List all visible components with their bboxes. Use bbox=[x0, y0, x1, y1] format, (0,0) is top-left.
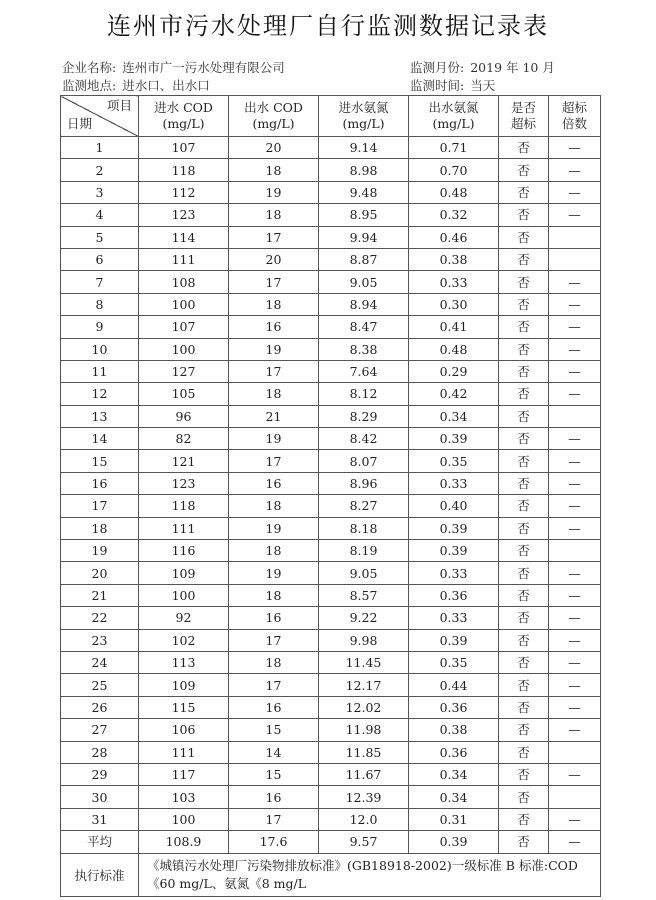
exceed-multiple-cell: — bbox=[549, 159, 601, 181]
effluent-ammonia-cell: 0.36 bbox=[409, 741, 499, 763]
effluent-cod-cell: 19 bbox=[229, 562, 319, 584]
exceeded-cell: 否 bbox=[499, 540, 549, 562]
effluent-ammonia-cell: 0.35 bbox=[409, 651, 499, 673]
effluent-ammonia-cell: 0.39 bbox=[409, 428, 499, 450]
effluent-ammonia-cell: 0.33 bbox=[409, 607, 499, 629]
exceed-multiple-cell: — bbox=[549, 360, 601, 382]
date-cell: 23 bbox=[61, 629, 139, 651]
table-row bbox=[61, 651, 601, 673]
date-cell: 10 bbox=[61, 338, 139, 360]
exceeded-cell: 否 bbox=[499, 226, 549, 248]
header-exceed-multiple bbox=[549, 96, 601, 137]
date-cell: 26 bbox=[61, 696, 139, 718]
influent-cod-cell: 100 bbox=[139, 338, 229, 360]
exceed-multiple-cell: — bbox=[549, 204, 601, 226]
table-row bbox=[61, 517, 601, 539]
date-cell: 1 bbox=[61, 137, 139, 159]
influent-cod-cell: 108.9 bbox=[139, 831, 229, 853]
header-line: 超标 bbox=[510, 116, 536, 131]
effluent-cod-cell: 16 bbox=[229, 316, 319, 338]
header-line: 进水氨氮 bbox=[338, 100, 389, 115]
exceeded-cell: 否 bbox=[499, 159, 549, 181]
date-cell: 15 bbox=[61, 450, 139, 472]
table-row bbox=[61, 495, 601, 517]
effluent-ammonia-cell: 0.30 bbox=[409, 293, 499, 315]
table-row bbox=[61, 696, 601, 718]
influent-ammonia-cell: 8.96 bbox=[319, 472, 409, 494]
header-influent-ammonia bbox=[319, 96, 409, 137]
influent-cod-cell: 105 bbox=[139, 383, 229, 405]
table-row bbox=[61, 674, 601, 696]
table-row bbox=[61, 181, 601, 203]
date-cell: 28 bbox=[61, 741, 139, 763]
exceeded-cell: 否 bbox=[499, 316, 549, 338]
date-cell: 20 bbox=[61, 562, 139, 584]
effluent-cod-cell: 17 bbox=[229, 360, 319, 382]
exceed-multiple-cell: — bbox=[549, 629, 601, 651]
effluent-cod-cell: 19 bbox=[229, 517, 319, 539]
date-cell: 平均 bbox=[61, 831, 139, 853]
monitoring-table bbox=[60, 95, 601, 897]
exceed-multiple-cell: — bbox=[549, 495, 601, 517]
header-exceeded bbox=[499, 96, 549, 137]
exceed-multiple-cell: — bbox=[549, 271, 601, 293]
effluent-ammonia-cell: 0.71 bbox=[409, 137, 499, 159]
effluent-ammonia-cell: 0.29 bbox=[409, 360, 499, 382]
table-row bbox=[61, 360, 601, 382]
effluent-cod-cell: 19 bbox=[229, 338, 319, 360]
effluent-cod-cell: 14 bbox=[229, 741, 319, 763]
average-row bbox=[61, 831, 601, 853]
time-value: 当天 bbox=[470, 78, 496, 93]
time-label: 监测时间: bbox=[410, 78, 465, 93]
date-cell: 29 bbox=[61, 763, 139, 785]
influent-ammonia-cell: 12.02 bbox=[319, 696, 409, 718]
date-cell: 6 bbox=[61, 248, 139, 270]
date-cell: 7 bbox=[61, 271, 139, 293]
influent-ammonia-cell: 9.98 bbox=[319, 629, 409, 651]
influent-cod-cell: 116 bbox=[139, 540, 229, 562]
table-row bbox=[61, 204, 601, 226]
exceed-multiple-cell: — bbox=[549, 651, 601, 673]
effluent-ammonia-cell: 0.39 bbox=[409, 517, 499, 539]
exceeded-cell: 否 bbox=[499, 338, 549, 360]
date-cell: 11 bbox=[61, 360, 139, 382]
exceeded-cell: 否 bbox=[499, 495, 549, 517]
time-info bbox=[410, 76, 495, 94]
influent-ammonia-cell: 8.47 bbox=[319, 316, 409, 338]
table-row bbox=[61, 540, 601, 562]
exceed-multiple-cell: — bbox=[549, 338, 601, 360]
exceed-multiple-cell: — bbox=[549, 428, 601, 450]
influent-cod-cell: 107 bbox=[139, 316, 229, 338]
table-row bbox=[61, 316, 601, 338]
standard-label: 执行标准 bbox=[61, 853, 139, 896]
date-cell: 16 bbox=[61, 472, 139, 494]
header-effluent-cod bbox=[229, 96, 319, 137]
header-row bbox=[61, 96, 601, 137]
table-body bbox=[61, 137, 601, 854]
corner-date-label: 日期 bbox=[67, 116, 93, 131]
effluent-cod-cell: 18 bbox=[229, 495, 319, 517]
page-title: 连州市污水处理厂自行监测数据记录表 bbox=[107, 12, 549, 40]
company-label: 企业名称: bbox=[62, 60, 117, 75]
influent-ammonia-cell: 9.48 bbox=[319, 181, 409, 203]
effluent-ammonia-cell: 0.34 bbox=[409, 405, 499, 427]
influent-cod-cell: 114 bbox=[139, 226, 229, 248]
influent-ammonia-cell: 8.27 bbox=[319, 495, 409, 517]
company-value: 连州市广一污水处理有限公司 bbox=[122, 60, 285, 75]
exceeded-cell: 否 bbox=[499, 517, 549, 539]
exceeded-cell: 否 bbox=[499, 629, 549, 651]
effluent-ammonia-cell: 0.34 bbox=[409, 786, 499, 808]
date-cell: 18 bbox=[61, 517, 139, 539]
effluent-ammonia-cell: 0.42 bbox=[409, 383, 499, 405]
effluent-ammonia-cell: 0.40 bbox=[409, 495, 499, 517]
effluent-ammonia-cell: 0.33 bbox=[409, 472, 499, 494]
effluent-ammonia-cell: 0.44 bbox=[409, 674, 499, 696]
date-cell: 27 bbox=[61, 719, 139, 741]
influent-cod-cell: 82 bbox=[139, 428, 229, 450]
standard-text: 《城镇污水处理厂污染物排放标准》(GB18918-2002)一级标准 B 标准:COD《60 mg/L、氨氮《8 mg/L bbox=[139, 853, 601, 896]
influent-cod-cell: 106 bbox=[139, 719, 229, 741]
table-row bbox=[61, 226, 601, 248]
table-row bbox=[61, 607, 601, 629]
table-row bbox=[61, 271, 601, 293]
corner-header-cell bbox=[61, 96, 139, 137]
date-cell: 13 bbox=[61, 405, 139, 427]
effluent-ammonia-cell: 0.48 bbox=[409, 181, 499, 203]
header-line: 出水氨氮 bbox=[428, 100, 479, 115]
exceed-multiple-cell bbox=[549, 786, 601, 808]
exceeded-cell: 否 bbox=[499, 360, 549, 382]
exceed-multiple-cell bbox=[549, 226, 601, 248]
effluent-ammonia-cell: 0.34 bbox=[409, 763, 499, 785]
influent-ammonia-cell: 8.18 bbox=[319, 517, 409, 539]
effluent-cod-cell: 18 bbox=[229, 383, 319, 405]
effluent-ammonia-cell: 0.32 bbox=[409, 204, 499, 226]
date-cell: 4 bbox=[61, 204, 139, 226]
influent-cod-cell: 123 bbox=[139, 472, 229, 494]
influent-ammonia-cell: 11.85 bbox=[319, 741, 409, 763]
header-unit: (mg/L) bbox=[432, 116, 475, 131]
header-unit: (mg/L) bbox=[342, 116, 385, 131]
exceeded-cell: 否 bbox=[499, 584, 549, 606]
date-cell: 19 bbox=[61, 540, 139, 562]
influent-cod-cell: 109 bbox=[139, 562, 229, 584]
influent-ammonia-cell: 9.14 bbox=[319, 137, 409, 159]
exceed-multiple-cell: — bbox=[549, 808, 601, 830]
influent-cod-cell: 111 bbox=[139, 248, 229, 270]
exceeded-cell: 否 bbox=[499, 405, 549, 427]
exceeded-cell: 否 bbox=[499, 741, 549, 763]
effluent-ammonia-cell: 0.39 bbox=[409, 540, 499, 562]
month-value: 2019 年 10 月 bbox=[470, 60, 555, 75]
influent-cod-cell: 111 bbox=[139, 517, 229, 539]
exceed-multiple-cell bbox=[549, 540, 601, 562]
influent-cod-cell: 103 bbox=[139, 786, 229, 808]
influent-ammonia-cell: 9.94 bbox=[319, 226, 409, 248]
exceeded-cell: 否 bbox=[499, 831, 549, 853]
influent-ammonia-cell: 8.12 bbox=[319, 383, 409, 405]
influent-cod-cell: 100 bbox=[139, 584, 229, 606]
table-row bbox=[61, 405, 601, 427]
exceeded-cell: 否 bbox=[499, 763, 549, 785]
date-cell: 14 bbox=[61, 428, 139, 450]
effluent-cod-cell: 15 bbox=[229, 719, 319, 741]
date-cell: 22 bbox=[61, 607, 139, 629]
date-cell: 24 bbox=[61, 651, 139, 673]
exceed-multiple-cell: — bbox=[549, 584, 601, 606]
influent-ammonia-cell: 8.38 bbox=[319, 338, 409, 360]
influent-cod-cell: 100 bbox=[139, 293, 229, 315]
influent-cod-cell: 111 bbox=[139, 741, 229, 763]
location-label: 监测地点: bbox=[62, 78, 117, 93]
influent-ammonia-cell: 11.98 bbox=[319, 719, 409, 741]
influent-ammonia-cell: 8.98 bbox=[319, 159, 409, 181]
influent-ammonia-cell: 9.05 bbox=[319, 562, 409, 584]
effluent-cod-cell: 21 bbox=[229, 405, 319, 427]
header-line: 进水 COD bbox=[154, 100, 213, 115]
influent-ammonia-cell: 11.67 bbox=[319, 763, 409, 785]
header-line: 超标 bbox=[561, 100, 587, 115]
exceed-multiple-cell: — bbox=[549, 831, 601, 853]
influent-ammonia-cell: 8.07 bbox=[319, 450, 409, 472]
date-cell: 12 bbox=[61, 383, 139, 405]
influent-ammonia-cell: 9.22 bbox=[319, 607, 409, 629]
table-row bbox=[61, 629, 601, 651]
influent-ammonia-cell: 8.95 bbox=[319, 204, 409, 226]
influent-ammonia-cell: 8.29 bbox=[319, 405, 409, 427]
effluent-cod-cell: 17 bbox=[229, 271, 319, 293]
table-row bbox=[61, 719, 601, 741]
company-info bbox=[62, 58, 285, 76]
header-effluent-ammonia bbox=[409, 96, 499, 137]
exceeded-cell: 否 bbox=[499, 651, 549, 673]
effluent-cod-cell: 18 bbox=[229, 651, 319, 673]
effluent-ammonia-cell: 0.48 bbox=[409, 338, 499, 360]
table-row bbox=[61, 293, 601, 315]
exceed-multiple-cell: — bbox=[549, 607, 601, 629]
location-info bbox=[62, 76, 210, 94]
header-influent-cod bbox=[139, 96, 229, 137]
influent-cod-cell: 96 bbox=[139, 405, 229, 427]
table-row bbox=[61, 428, 601, 450]
table-row bbox=[61, 808, 601, 830]
header-unit: (mg/L) bbox=[162, 116, 205, 131]
influent-cod-cell: 115 bbox=[139, 696, 229, 718]
exceeded-cell: 否 bbox=[499, 696, 549, 718]
exceed-multiple-cell: — bbox=[549, 472, 601, 494]
date-cell: 21 bbox=[61, 584, 139, 606]
exceed-multiple-cell: — bbox=[549, 293, 601, 315]
month-label: 监测月份: bbox=[410, 60, 465, 75]
exceed-multiple-cell: — bbox=[549, 562, 601, 584]
influent-ammonia-cell: 12.17 bbox=[319, 674, 409, 696]
exceed-multiple-cell: — bbox=[549, 674, 601, 696]
exceed-multiple-cell: — bbox=[549, 719, 601, 741]
effluent-cod-cell: 18 bbox=[229, 159, 319, 181]
effluent-cod-cell: 19 bbox=[229, 181, 319, 203]
date-cell: 31 bbox=[61, 808, 139, 830]
influent-cod-cell: 118 bbox=[139, 495, 229, 517]
effluent-cod-cell: 16 bbox=[229, 472, 319, 494]
influent-ammonia-cell: 8.42 bbox=[319, 428, 409, 450]
table-row bbox=[61, 763, 601, 785]
standard-row bbox=[61, 853, 601, 896]
influent-ammonia-cell: 8.94 bbox=[319, 293, 409, 315]
exceeded-cell: 否 bbox=[499, 719, 549, 741]
exceeded-cell: 否 bbox=[499, 786, 549, 808]
effluent-cod-cell: 15 bbox=[229, 763, 319, 785]
effluent-ammonia-cell: 0.41 bbox=[409, 316, 499, 338]
header-line: 是否 bbox=[510, 100, 536, 115]
table-row bbox=[61, 584, 601, 606]
influent-cod-cell: 118 bbox=[139, 159, 229, 181]
influent-cod-cell: 108 bbox=[139, 271, 229, 293]
month-info bbox=[410, 58, 555, 76]
exceeded-cell: 否 bbox=[499, 181, 549, 203]
influent-ammonia-cell: 9.57 bbox=[319, 831, 409, 853]
influent-cod-cell: 100 bbox=[139, 808, 229, 830]
effluent-cod-cell: 17 bbox=[229, 629, 319, 651]
effluent-ammonia-cell: 0.38 bbox=[409, 248, 499, 270]
effluent-ammonia-cell: 0.33 bbox=[409, 271, 499, 293]
date-cell: 8 bbox=[61, 293, 139, 315]
exceeded-cell: 否 bbox=[499, 293, 549, 315]
corner-item-label: 项目 bbox=[106, 98, 132, 113]
table-row bbox=[61, 450, 601, 472]
exceed-multiple-cell: — bbox=[549, 137, 601, 159]
table-row bbox=[61, 137, 601, 159]
influent-ammonia-cell: 8.19 bbox=[319, 540, 409, 562]
header-unit: (mg/L) bbox=[252, 116, 295, 131]
exceeded-cell: 否 bbox=[499, 450, 549, 472]
exceeded-cell: 否 bbox=[499, 674, 549, 696]
effluent-ammonia-cell: 0.33 bbox=[409, 562, 499, 584]
exceed-multiple-cell: — bbox=[549, 517, 601, 539]
exceed-multiple-cell: — bbox=[549, 450, 601, 472]
effluent-cod-cell: 17 bbox=[229, 674, 319, 696]
influent-cod-cell: 121 bbox=[139, 450, 229, 472]
effluent-ammonia-cell: 0.36 bbox=[409, 584, 499, 606]
effluent-cod-cell: 18 bbox=[229, 293, 319, 315]
exceeded-cell: 否 bbox=[499, 271, 549, 293]
exceed-multiple-cell bbox=[549, 405, 601, 427]
date-cell: 17 bbox=[61, 495, 139, 517]
influent-ammonia-cell: 9.05 bbox=[319, 271, 409, 293]
exceed-multiple-cell bbox=[549, 741, 601, 763]
effluent-cod-cell: 20 bbox=[229, 248, 319, 270]
influent-cod-cell: 102 bbox=[139, 629, 229, 651]
exceed-multiple-cell: — bbox=[549, 383, 601, 405]
exceeded-cell: 否 bbox=[499, 428, 549, 450]
date-cell: 3 bbox=[61, 181, 139, 203]
location-value: 进水口、出水口 bbox=[122, 78, 210, 93]
date-cell: 2 bbox=[61, 159, 139, 181]
exceeded-cell: 否 bbox=[499, 808, 549, 830]
effluent-cod-cell: 17 bbox=[229, 808, 319, 830]
effluent-cod-cell: 20 bbox=[229, 137, 319, 159]
influent-cod-cell: 112 bbox=[139, 181, 229, 203]
exceeded-cell: 否 bbox=[499, 472, 549, 494]
exceeded-cell: 否 bbox=[499, 204, 549, 226]
influent-cod-cell: 107 bbox=[139, 137, 229, 159]
exceeded-cell: 否 bbox=[499, 607, 549, 629]
exceed-multiple-cell: — bbox=[549, 763, 601, 785]
effluent-cod-cell: 17 bbox=[229, 450, 319, 472]
effluent-ammonia-cell: 0.31 bbox=[409, 808, 499, 830]
effluent-cod-cell: 17.6 bbox=[229, 831, 319, 853]
table-row bbox=[61, 338, 601, 360]
date-cell: 25 bbox=[61, 674, 139, 696]
effluent-cod-cell: 18 bbox=[229, 204, 319, 226]
effluent-cod-cell: 16 bbox=[229, 786, 319, 808]
table-row bbox=[61, 562, 601, 584]
exceed-multiple-cell bbox=[549, 248, 601, 270]
table-row bbox=[61, 741, 601, 763]
header-line: 出水 COD bbox=[244, 100, 303, 115]
influent-ammonia-cell: 8.57 bbox=[319, 584, 409, 606]
effluent-ammonia-cell: 0.70 bbox=[409, 159, 499, 181]
date-cell: 9 bbox=[61, 316, 139, 338]
influent-ammonia-cell: 11.45 bbox=[319, 651, 409, 673]
exceeded-cell: 否 bbox=[499, 383, 549, 405]
exceeded-cell: 否 bbox=[499, 248, 549, 270]
influent-ammonia-cell: 12.0 bbox=[319, 808, 409, 830]
table-row bbox=[61, 248, 601, 270]
effluent-cod-cell: 16 bbox=[229, 696, 319, 718]
header-line: 倍数 bbox=[561, 116, 587, 131]
influent-ammonia-cell: 8.87 bbox=[319, 248, 409, 270]
date-cell: 30 bbox=[61, 786, 139, 808]
effluent-cod-cell: 16 bbox=[229, 607, 319, 629]
effluent-cod-cell: 19 bbox=[229, 428, 319, 450]
exceed-multiple-cell: — bbox=[549, 316, 601, 338]
exceeded-cell: 否 bbox=[499, 562, 549, 584]
table-row bbox=[61, 383, 601, 405]
effluent-cod-cell: 18 bbox=[229, 540, 319, 562]
effluent-ammonia-cell: 0.38 bbox=[409, 719, 499, 741]
influent-cod-cell: 109 bbox=[139, 674, 229, 696]
effluent-ammonia-cell: 0.39 bbox=[409, 831, 499, 853]
effluent-ammonia-cell: 0.39 bbox=[409, 629, 499, 651]
effluent-ammonia-cell: 0.46 bbox=[409, 226, 499, 248]
exceeded-cell: 否 bbox=[499, 137, 549, 159]
influent-cod-cell: 123 bbox=[139, 204, 229, 226]
table-row bbox=[61, 786, 601, 808]
influent-cod-cell: 113 bbox=[139, 651, 229, 673]
table-row bbox=[61, 159, 601, 181]
date-cell: 5 bbox=[61, 226, 139, 248]
effluent-cod-cell: 17 bbox=[229, 226, 319, 248]
exceed-multiple-cell: — bbox=[549, 181, 601, 203]
effluent-ammonia-cell: 0.36 bbox=[409, 696, 499, 718]
effluent-ammonia-cell: 0.35 bbox=[409, 450, 499, 472]
influent-cod-cell: 92 bbox=[139, 607, 229, 629]
influent-ammonia-cell: 12.39 bbox=[319, 786, 409, 808]
influent-ammonia-cell: 7.64 bbox=[319, 360, 409, 382]
exceed-multiple-cell: — bbox=[549, 696, 601, 718]
effluent-cod-cell: 18 bbox=[229, 584, 319, 606]
influent-cod-cell: 117 bbox=[139, 763, 229, 785]
influent-cod-cell: 127 bbox=[139, 360, 229, 382]
table-row bbox=[61, 472, 601, 494]
